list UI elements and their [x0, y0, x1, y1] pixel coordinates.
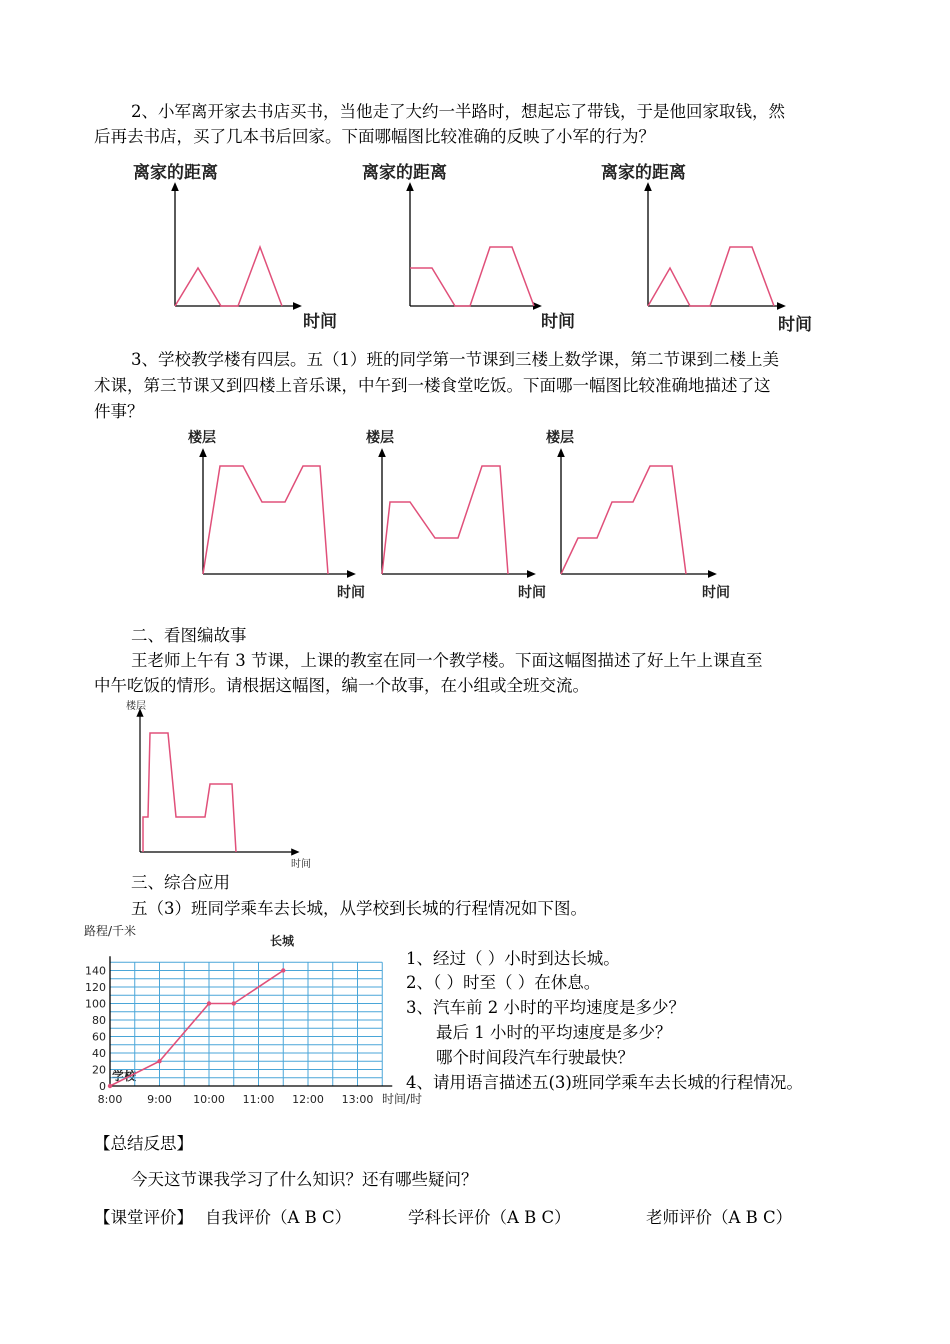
section3-q4: 4、请用语言描述五(3)班同学乘车去长城的行程情况。: [406, 1073, 803, 1092]
section3-q3c: 哪个时间段汽车行驶最快？: [436, 1048, 634, 1067]
chart-point: [232, 1001, 236, 1005]
q2-graph-c: [648, 186, 782, 306]
q2-line1: 2、小军离开家去书店买书，当他走了大约一半路时，想起忘了带钱，于是他回家取钱，然: [131, 102, 785, 121]
q2-graph-b-xlabel: 时间: [541, 312, 575, 332]
chart-y-tick-label: 60: [92, 1030, 106, 1044]
q3-graph-c-xlabel: 时间: [702, 585, 730, 601]
q2-graph-b-line: [410, 247, 534, 306]
q3-graph-b-xlabel: 时间: [518, 585, 546, 601]
chart-end-annotation: 长城: [270, 934, 295, 948]
evaluation-label: 【课堂评价】: [94, 1208, 193, 1227]
chart-x-tick-label: 11:00: [242, 1093, 275, 1106]
section3-heading: 三、综合应用: [131, 873, 230, 892]
q3-graph-b-ylabel: 楼层: [366, 430, 394, 446]
chart-y-tick-label: 20: [92, 1063, 106, 1077]
section2-graph: [140, 712, 296, 852]
summary-heading: 【总结反思】: [94, 1134, 193, 1153]
q2-graph-b-ylabel: 离家的距离: [362, 163, 447, 183]
q2-graph-a-ylabel: 离家的距离: [133, 163, 218, 183]
travel-chart: [85, 956, 392, 1106]
chart-y-tick-label: 80: [92, 1014, 106, 1027]
q3-graph-a: [203, 452, 352, 574]
section2-heading: 二、看图编故事: [131, 626, 247, 645]
section2-graph-line: [143, 733, 236, 852]
section3-q2: 2、（ ）时至（ ）在休息。: [406, 973, 601, 992]
evaluation-self: 自我评价（A B C）: [205, 1208, 352, 1227]
chart-x-tick-label: 9:00: [147, 1093, 172, 1106]
chart-xlabel: 时间/时: [382, 1092, 423, 1106]
q3-graph-a-xlabel: 时间: [337, 585, 365, 601]
q2-graph-c-xlabel: 时间: [778, 315, 812, 335]
q3-line1: 3、学校教学楼有四层。五（1）班的同学第一节课到三楼上数学课，第二节课到二楼上美: [131, 350, 779, 369]
q3-graph-b: [382, 452, 532, 574]
section3-q1: 1、经过（ ）小时到达长城。: [406, 949, 620, 968]
chart-start-annotation: 学校: [112, 1069, 137, 1083]
section2-line1: 王老师上午有 3 节课，上课的教室在同一个教学楼。下面这幅图描述了好上午上课直至: [131, 651, 763, 670]
chart-ylabel: 路程/千米: [84, 924, 137, 938]
q2-graph-a-xlabel: 时间: [303, 312, 337, 332]
chart-point: [207, 1001, 211, 1005]
chart-y-tick-label: 120: [85, 981, 106, 994]
chart-y-tick-label: 0: [99, 1080, 106, 1093]
chart-y-tick-label: 100: [85, 997, 106, 1011]
evaluation-teacher: 老师评价（A B C）: [646, 1208, 793, 1227]
q2-graph-b: [410, 186, 538, 306]
q3-graph-a-line: [203, 466, 328, 574]
section2-line2: 中午吃饭的情形。请根据这幅图，编一个故事，在小组或全班交流。: [94, 676, 589, 695]
q2-line2: 后再去书店，买了几本书后回家。下面哪幅图比较准确的反映了小军的行为？: [94, 127, 655, 146]
section2-graph-xlabel: 时间: [291, 859, 311, 870]
q2-graph-a: [175, 186, 298, 306]
q2-graph-a-line: [175, 247, 282, 306]
chart-x-tick-label: 13:00: [341, 1093, 374, 1106]
q3-line2: 术课，第三节课又到四楼上音乐课，中午到一楼食堂吃饭。下面哪一幅图比较准确地描述了这: [94, 376, 771, 395]
section3-q3a: 3、汽车前 2 小时的平均速度是多少？: [406, 998, 685, 1017]
chart-x-tick-label: 8:00: [97, 1093, 123, 1106]
section3-q3b: 最后 1 小时的平均速度是多少？: [436, 1023, 672, 1042]
section3-intro: 五（3）班同学乘车去长城，从学校到长城的行程情况如下图。: [131, 899, 587, 918]
summary-text: 今天这节课我学习了什么知识？还有哪些疑问？: [131, 1170, 478, 1189]
chart-x-tick-label: 10:00: [193, 1093, 225, 1106]
evaluation-leader: 学科长评价（A B C）: [408, 1208, 571, 1227]
q3-graph-a-ylabel: 楼层: [188, 430, 216, 446]
q3-graph-c-line: [561, 466, 686, 574]
q2-graph-c-line: [648, 247, 774, 306]
q3-graph-c: [561, 452, 713, 574]
q3-graph-c-ylabel: 楼层: [546, 430, 574, 446]
chart-point: [108, 1084, 112, 1088]
chart-y-tick-label: 140: [85, 964, 106, 978]
section2-graph-ylabel: 楼层: [126, 701, 146, 712]
q2-graph-c-ylabel: 离家的距离: [601, 163, 686, 183]
chart-x-tick-label: 12:00: [292, 1093, 324, 1106]
q3-graph-b-line: [382, 466, 508, 574]
chart-y-tick-label: 40: [92, 1047, 106, 1060]
chart-point: [157, 1059, 161, 1063]
chart-point: [281, 968, 285, 972]
q3-line3: 件事？: [94, 402, 144, 421]
